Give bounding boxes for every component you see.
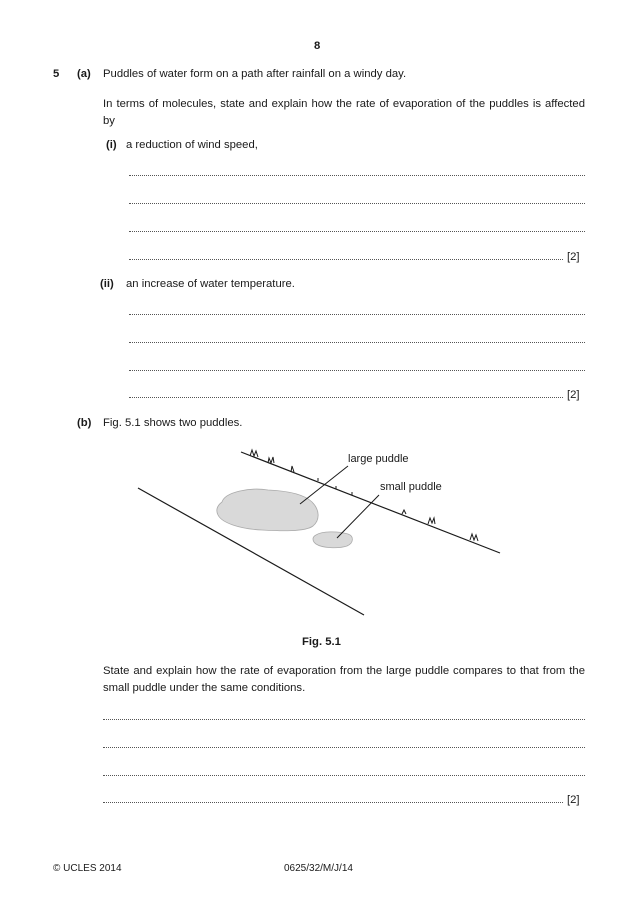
small-puddle-label: small puddle <box>380 481 442 493</box>
answer-line[interactable] <box>129 249 563 260</box>
part-b-text: Fig. 5.1 shows two puddles. <box>103 417 243 429</box>
sub-i-label: (i) <box>106 139 117 151</box>
answer-line[interactable] <box>103 737 585 748</box>
part-a-instruction: In terms of molecules, state and explain how the rate of evaporation of the puddles is affected by <box>103 98 585 127</box>
question-number: 5 <box>53 68 60 80</box>
small-puddle <box>313 532 352 548</box>
answer-line[interactable] <box>129 387 563 398</box>
marks-label: [2] <box>567 794 580 806</box>
footer-copyright: © UCLES 2014 <box>53 863 122 874</box>
answer-line[interactable] <box>103 709 585 720</box>
small-puddle-leader <box>337 495 379 538</box>
page-number: 8 <box>314 40 321 52</box>
sub-i-text: a reduction of wind speed, <box>126 139 258 151</box>
marks-label: [2] <box>567 389 580 401</box>
sub-ii-label: (ii) <box>100 278 114 290</box>
part-a-label: (a) <box>77 68 91 80</box>
part-b-label: (b) <box>77 417 92 429</box>
answer-line[interactable] <box>129 221 585 232</box>
answer-line[interactable] <box>103 792 563 803</box>
answer-line[interactable] <box>129 193 585 204</box>
marks-label: [2] <box>567 251 580 263</box>
large-puddle-label: large puddle <box>348 453 409 465</box>
puddles-figure <box>0 440 638 640</box>
answer-line[interactable] <box>103 765 585 776</box>
footer-code: 0625/32/M/J/14 <box>284 863 353 874</box>
large-puddle <box>217 489 318 531</box>
part-a-intro: Puddles of water form on a path after rainfall on a windy day. <box>103 68 407 80</box>
answer-line[interactable] <box>129 332 585 343</box>
answer-line[interactable] <box>129 360 585 371</box>
answer-line[interactable] <box>129 304 585 315</box>
answer-line[interactable] <box>129 165 585 176</box>
figure-caption: Fig. 5.1 <box>302 636 341 648</box>
large-puddle-leader <box>300 466 348 504</box>
part-b-question: State and explain how the rate of evaporation from the large puddle compares to that from the small puddle under the same conditions. <box>103 665 585 694</box>
sub-ii-text: an increase of water temperature. <box>126 278 295 290</box>
